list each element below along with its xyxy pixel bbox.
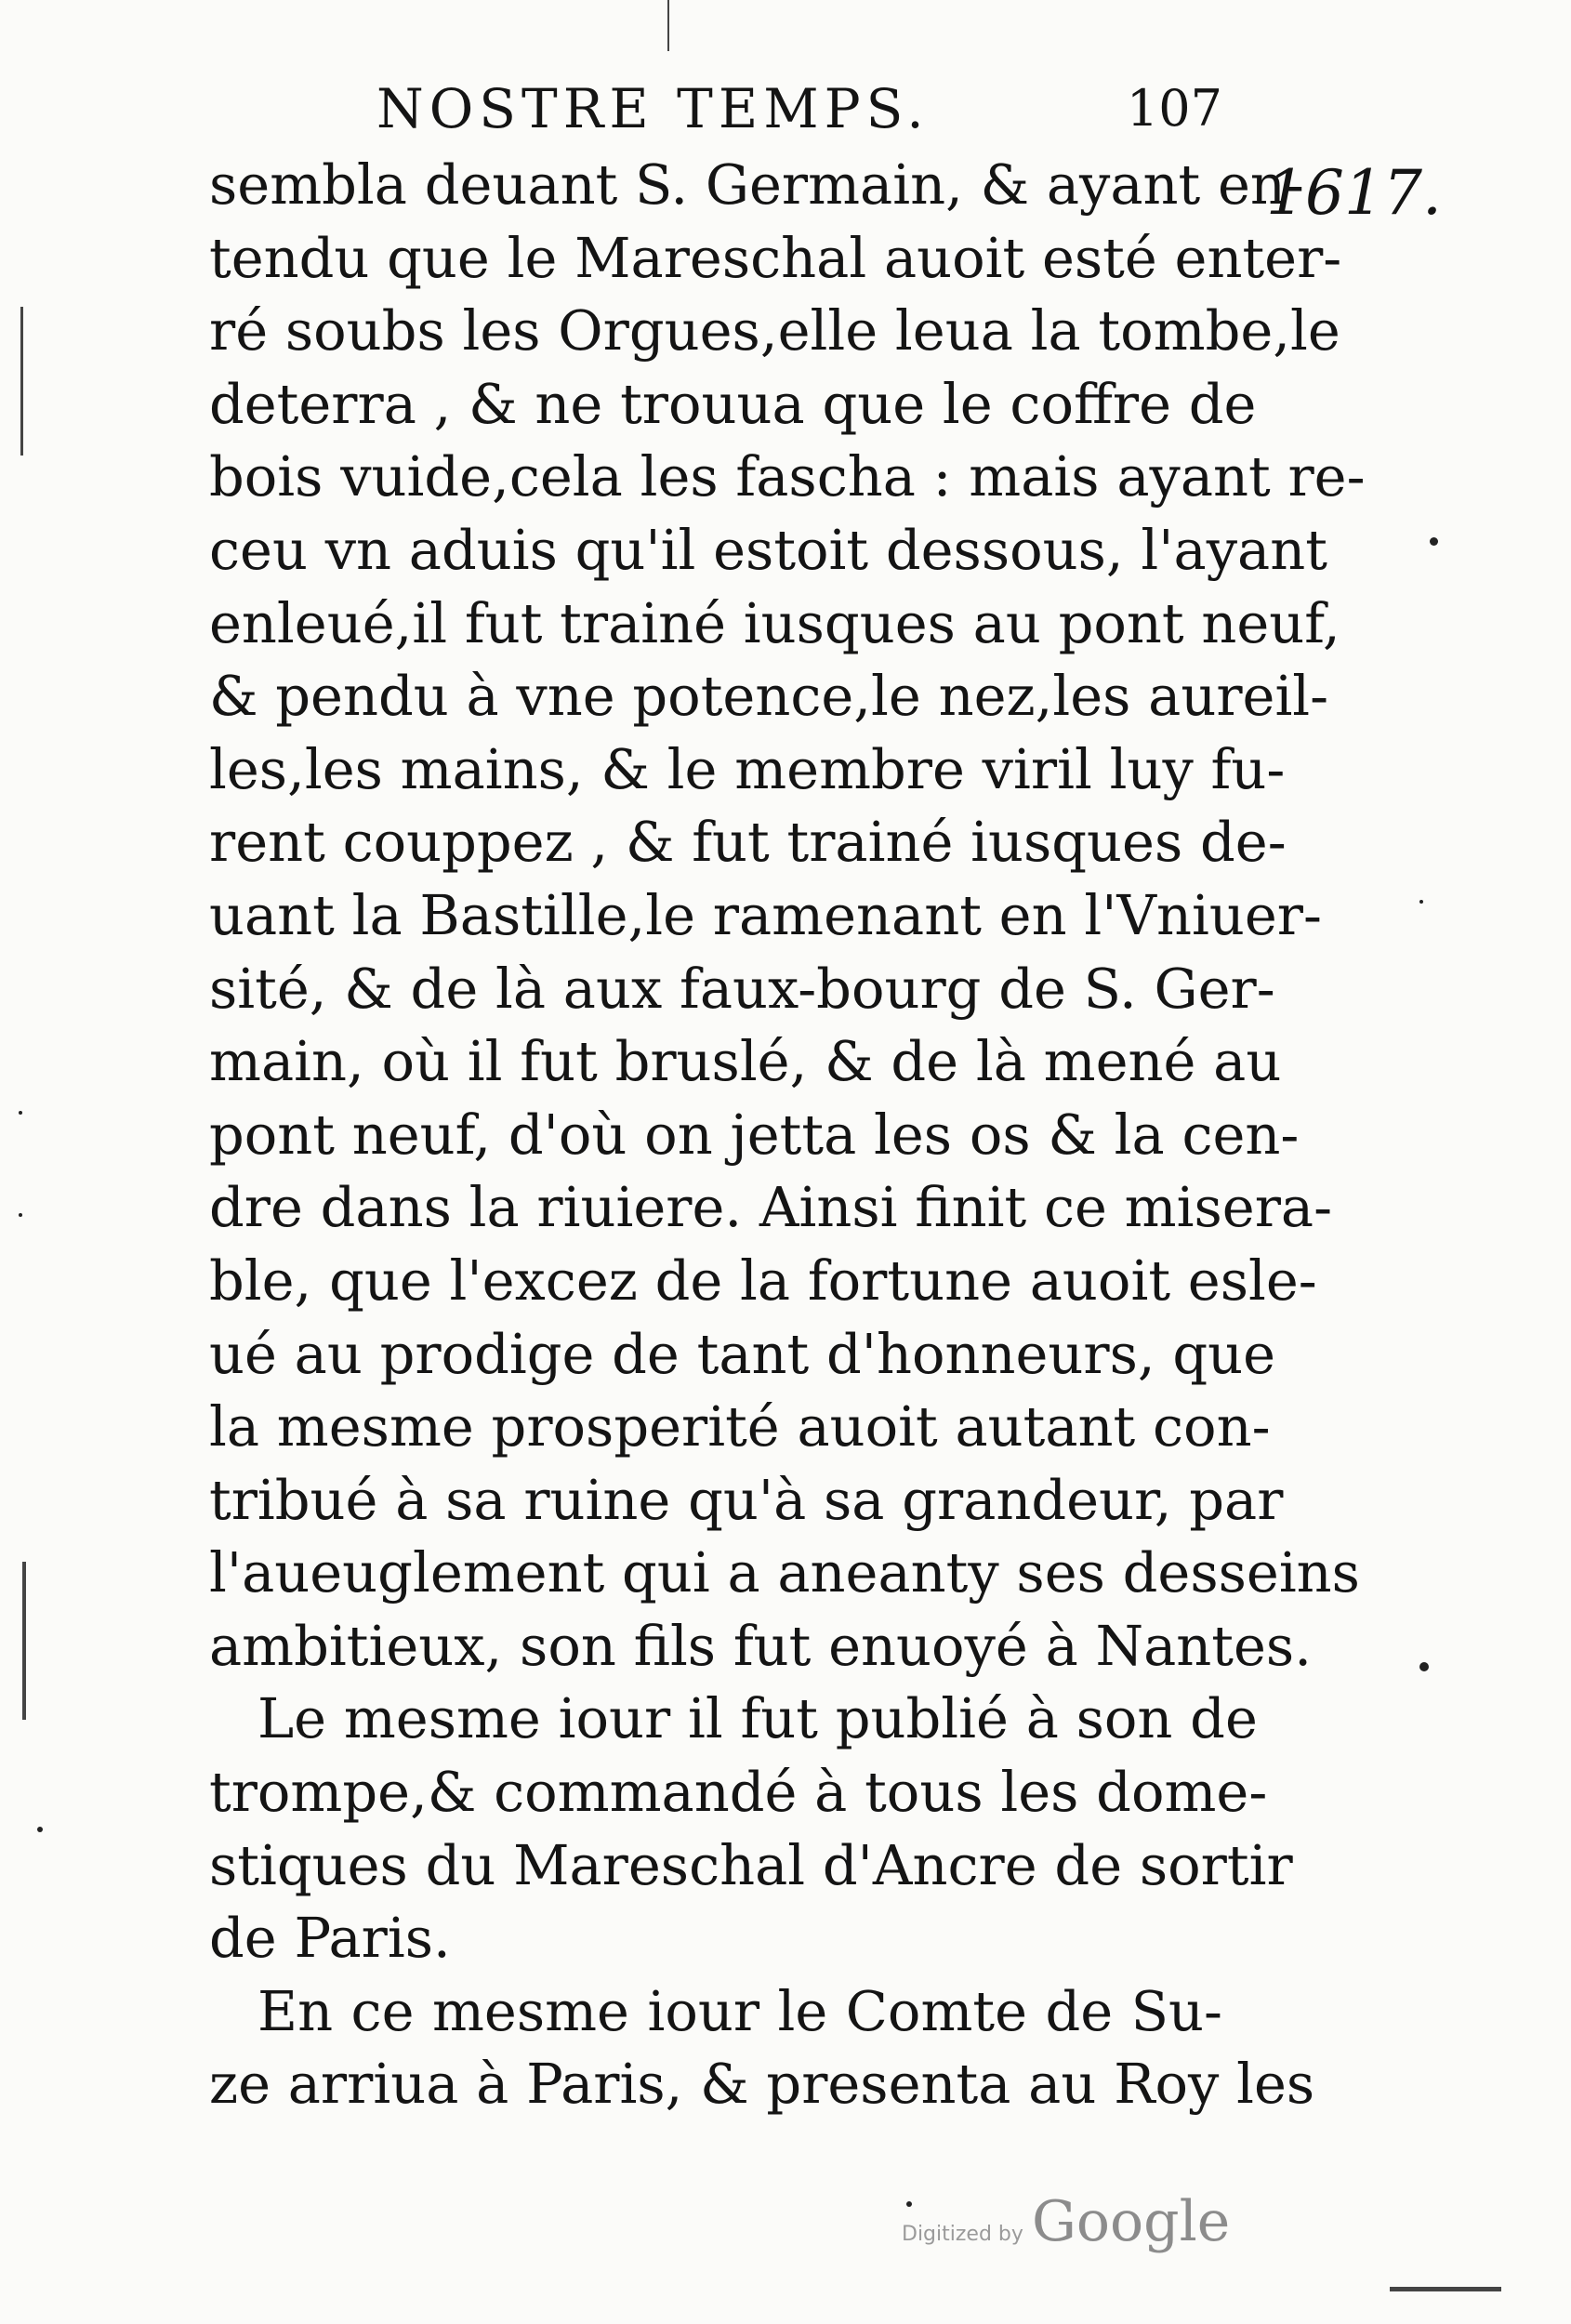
page-number: 107: [1126, 79, 1222, 138]
text-line: ré soubs les Orgues,elle leua la tombe,le: [209, 298, 1340, 363]
paragraph-start-line: En ce mesme iour le Comte de Su-: [257, 1978, 1222, 2043]
text-line: deterra , & ne trouua que le coffre de: [209, 371, 1257, 436]
running-title: NOSTRE TEMPS.: [376, 77, 930, 140]
text-line: trompe,& commandé à tous les dome-: [209, 1760, 1268, 1825]
text-line: l'aueuglement qui a aneanty ses desseins: [209, 1540, 1360, 1605]
ink-speck: [19, 1213, 22, 1217]
text-line: bois vuide,cela les fascha : mais ayant re-: [209, 444, 1366, 509]
margin-rule: [1390, 2287, 1501, 2291]
ink-speck: [19, 1111, 22, 1115]
watermark-prefix: Digitized by: [902, 2223, 1023, 2246]
text-line: les,les mains, & le membre viril luy fu-: [209, 736, 1286, 801]
text-line: pont neuf, d'où on jetta les os & la cen-: [209, 1102, 1300, 1167]
text-line: ceu vn aduis qu'il estoit dessous, l'ayant: [209, 517, 1327, 582]
ink-speck: [1430, 537, 1438, 546]
margin-rule: [667, 0, 669, 51]
text-line: la mesme prosperité auoit autant con-: [209, 1394, 1271, 1459]
ink-speck: [1419, 1662, 1429, 1671]
margin-year-note: 1617.: [1266, 157, 1442, 229]
text-line: ble, que l'excez de la fortune auoit esle-: [209, 1248, 1317, 1313]
text-line: ué au prodige de tant d'honneurs, que: [209, 1321, 1276, 1386]
text-line: uant la Bastille,le ramenant en l'Vniuer-: [209, 882, 1322, 947]
text-line: rent couppez , & fut trainé iusques de-: [209, 810, 1287, 875]
paragraph-start-line: Le mesme iour il fut publié à son de: [257, 1686, 1258, 1751]
digitized-by-watermark: [902, 2189, 1236, 2264]
margin-rule: [22, 1562, 26, 1720]
text-line: tendu que le Mareschal auoit esté enter-: [209, 225, 1342, 290]
text-line: main, où il fut bruslé, & de là mené au: [209, 1029, 1282, 1094]
margin-rule: [20, 307, 23, 456]
text-line: dre dans la riuiere. Ainsi finit ce misera-: [209, 1175, 1333, 1240]
text-line: stiques du Mareschal d'Ancre de sortir: [209, 1832, 1293, 1897]
google-logo: Google: [1032, 2189, 1231, 2254]
text-line: sité, & de là aux faux-bourg de S. Ger-: [209, 956, 1275, 1021]
ink-speck: [1419, 900, 1423, 904]
text-line: de Paris.: [209, 1906, 451, 1971]
text-line: ambitieux, son fils fut enuoyé à Nantes.: [209, 1613, 1312, 1678]
text-line: sembla deuant S. Germain, & ayant en-: [209, 152, 1304, 217]
text-line: enleué,il fut trainé iusques au pont neuf,: [209, 590, 1340, 655]
text-line: ze arriua à Paris, & presenta au Roy les: [209, 2052, 1315, 2117]
ink-speck: [37, 1827, 43, 1832]
running-head: [367, 67, 1222, 151]
text-line: & pendu à vne potence,le nez,les aureil-: [209, 664, 1329, 729]
text-line: tribué à sa ruine qu'à sa grandeur, par: [209, 1467, 1284, 1532]
